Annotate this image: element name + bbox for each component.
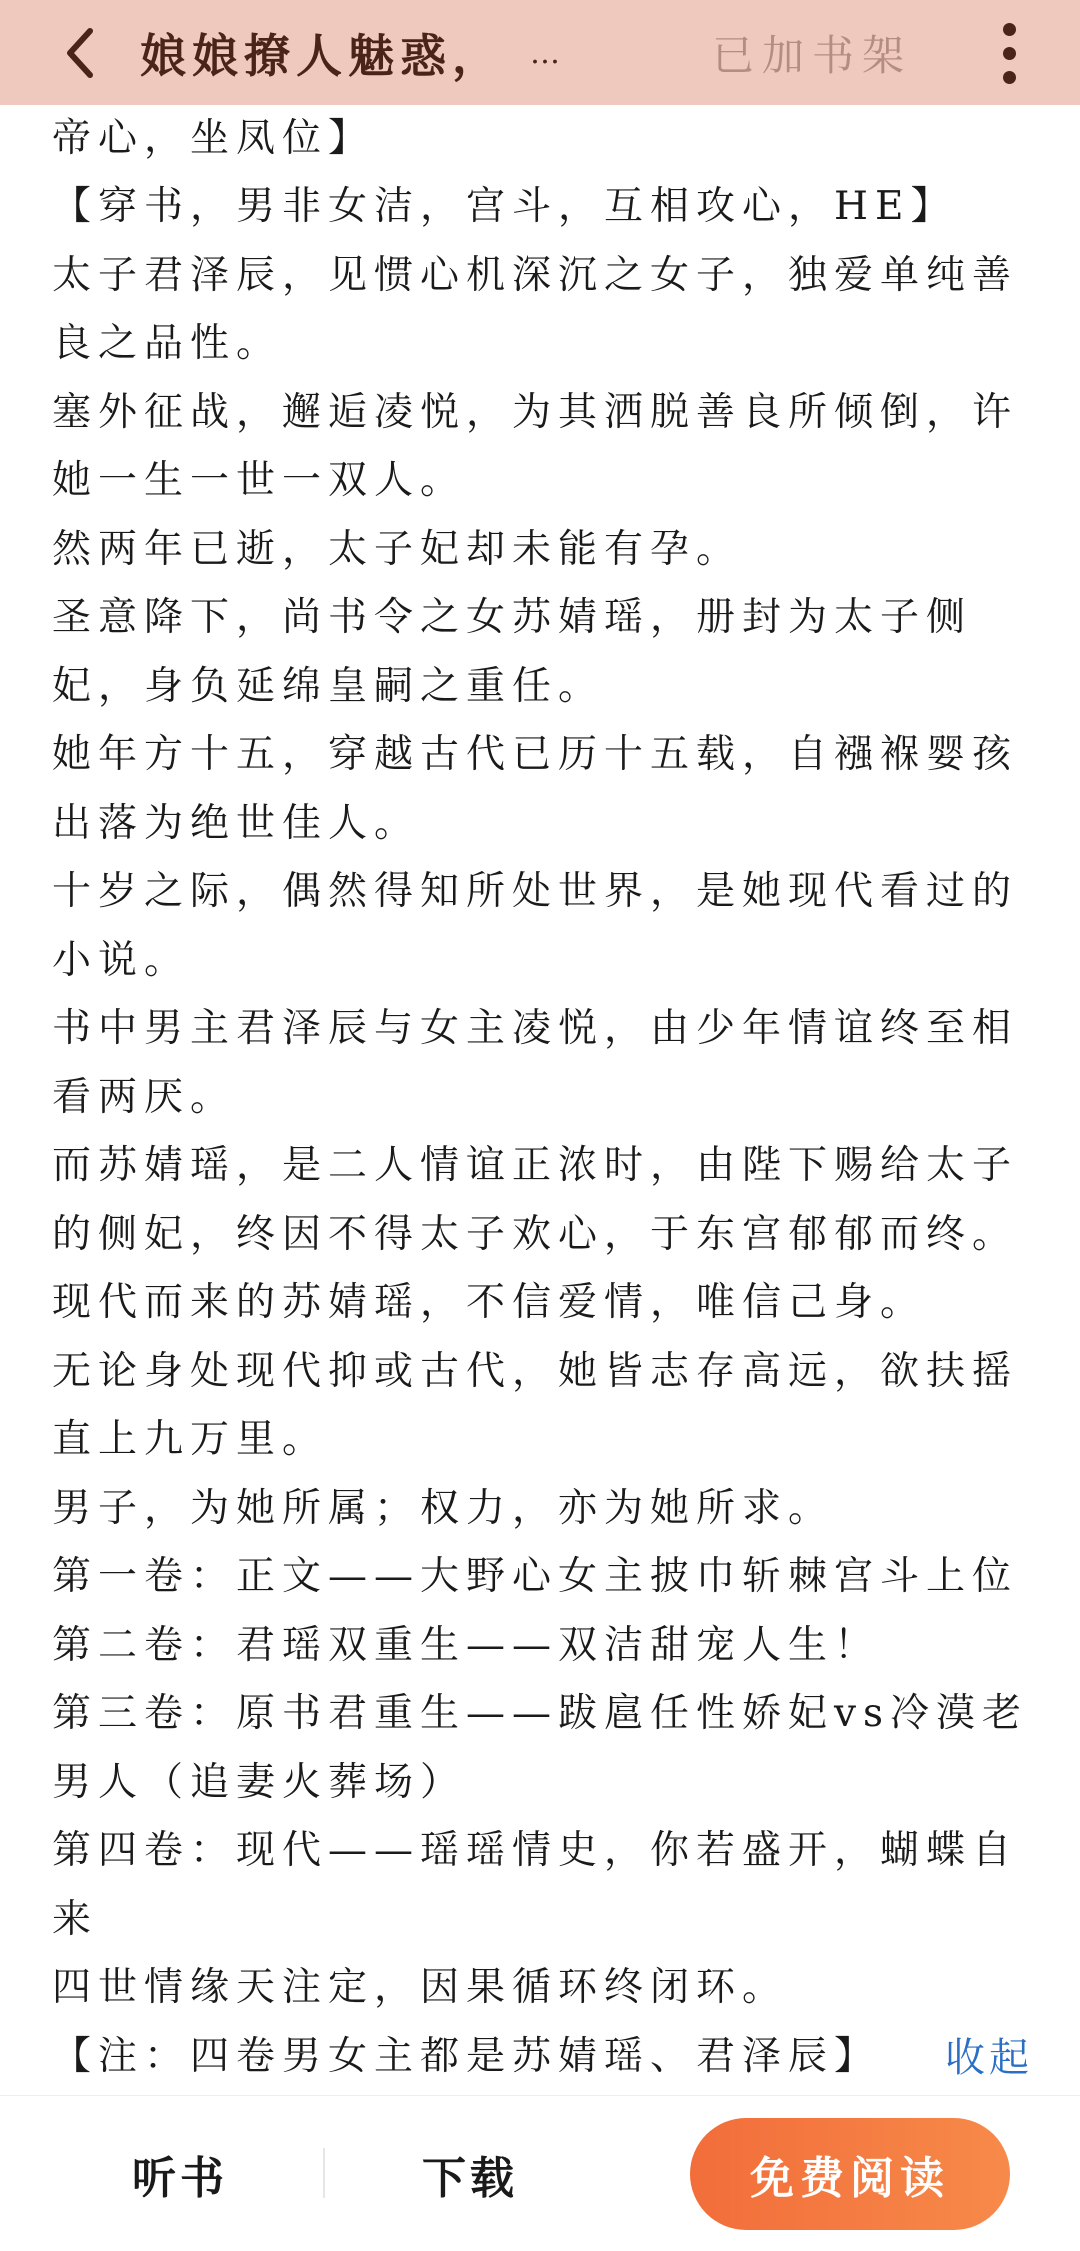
divider — [323, 2148, 325, 2198]
intro-line: 的侧妃，终因不得太子欢心，于东宫郁郁而终。 — [52, 1212, 1019, 1257]
intro-line: 妃，身负延绵皇嗣之重任。 — [52, 664, 605, 709]
intro-line: 现代而来的苏婧瑶，不信爱情，唯信己身。 — [52, 1280, 927, 1325]
title-ellipsis: … — [530, 35, 560, 71]
intro-line: 【注：四卷男女主都是苏婧瑶、君泽辰】 — [52, 2034, 881, 2079]
bottom-action-bar — [0, 2095, 1080, 2250]
back-button[interactable] — [40, 10, 120, 95]
intro-line: 小说。 — [52, 938, 191, 983]
intro-line: 帝心，坐凤位】 — [52, 116, 375, 161]
intro-line: 男人（追妻火葬场） — [52, 1760, 467, 1805]
download-button[interactable]: 下载 — [422, 2152, 518, 2204]
more-options-button[interactable] — [985, 12, 1033, 94]
intro-line: 塞外征战，邂逅凌悦，为其洒脱善良所倾倒，许 — [52, 390, 1019, 435]
intro-line: 她年方十五，穿越古代已历十五载，自襁褓婴孩 — [52, 732, 1019, 777]
listen-button[interactable]: 听书 — [132, 2152, 228, 2204]
back-arrow-icon — [60, 25, 100, 81]
more-vertical-icon — [1003, 23, 1016, 36]
more-dot — [1003, 71, 1016, 84]
intro-line: 第四卷：现代——瑶瑶情史，你若盛开，蝴蝶自 — [52, 1828, 1019, 1873]
intro-line: 出落为绝世佳人。 — [52, 801, 421, 846]
intro-line: 直上九万里。 — [52, 1417, 329, 1462]
intro-line: 看两厌。 — [52, 1075, 237, 1120]
intro-line: 书中男主君泽辰与女主凌悦，由少年情谊终至相 — [52, 1006, 1019, 1051]
intro-line: 第一卷：正文——大野心女主披巾斩棘宫斗上位 — [52, 1554, 1019, 1599]
intro-line: 她一生一世一双人。 — [52, 458, 467, 503]
intro-line: 【穿书，男非女洁，宫斗，互相攻心，HE】 — [52, 184, 957, 229]
intro-line: 第三卷：原书君重生——跋扈任性娇妃vs冷漠老 — [52, 1691, 1029, 1736]
intro-line: 太子君泽辰，见惯心机深沉之女子，独爱单纯善 — [52, 253, 1019, 298]
intro-line: 男子，为她所属；权力，亦为她所求。 — [52, 1486, 835, 1531]
intro-line: 来 — [52, 1897, 99, 1942]
added-to-shelf-label[interactable]: 已加书架 — [712, 31, 913, 80]
free-read-button[interactable]: 免费阅读 — [690, 2118, 1010, 2230]
top-bar — [0, 0, 1080, 105]
intro-line: 然两年已逝，太子妃却未能有孕。 — [52, 527, 743, 572]
intro-line: 圣意降下，尚书令之女苏婧瑶，册封为太子侧 — [52, 595, 973, 640]
intro-line: 十岁之际，偶然得知所处世界，是她现代看过的 — [52, 869, 1019, 914]
book-intro — [0, 105, 1080, 2095]
intro-line: 良之品性。 — [52, 321, 283, 366]
intro-line: 而苏婧瑶，是二人情谊正浓时，由陛下赐给太子 — [52, 1143, 1019, 1188]
collapse-button[interactable]: 收起 — [945, 2035, 1033, 2081]
intro-line: 无论身处现代抑或古代，她皆志存高远，欲扶摇 — [52, 1349, 1019, 1394]
book-title: 娘娘撩人魅惑， — [140, 29, 504, 83]
more-dot — [1003, 47, 1016, 60]
intro-line: 四世情缘天注定，因果循环终闭环。 — [52, 1965, 789, 2010]
intro-line: 第二卷：君瑶双重生——双洁甜宠人生！ — [52, 1623, 881, 1668]
